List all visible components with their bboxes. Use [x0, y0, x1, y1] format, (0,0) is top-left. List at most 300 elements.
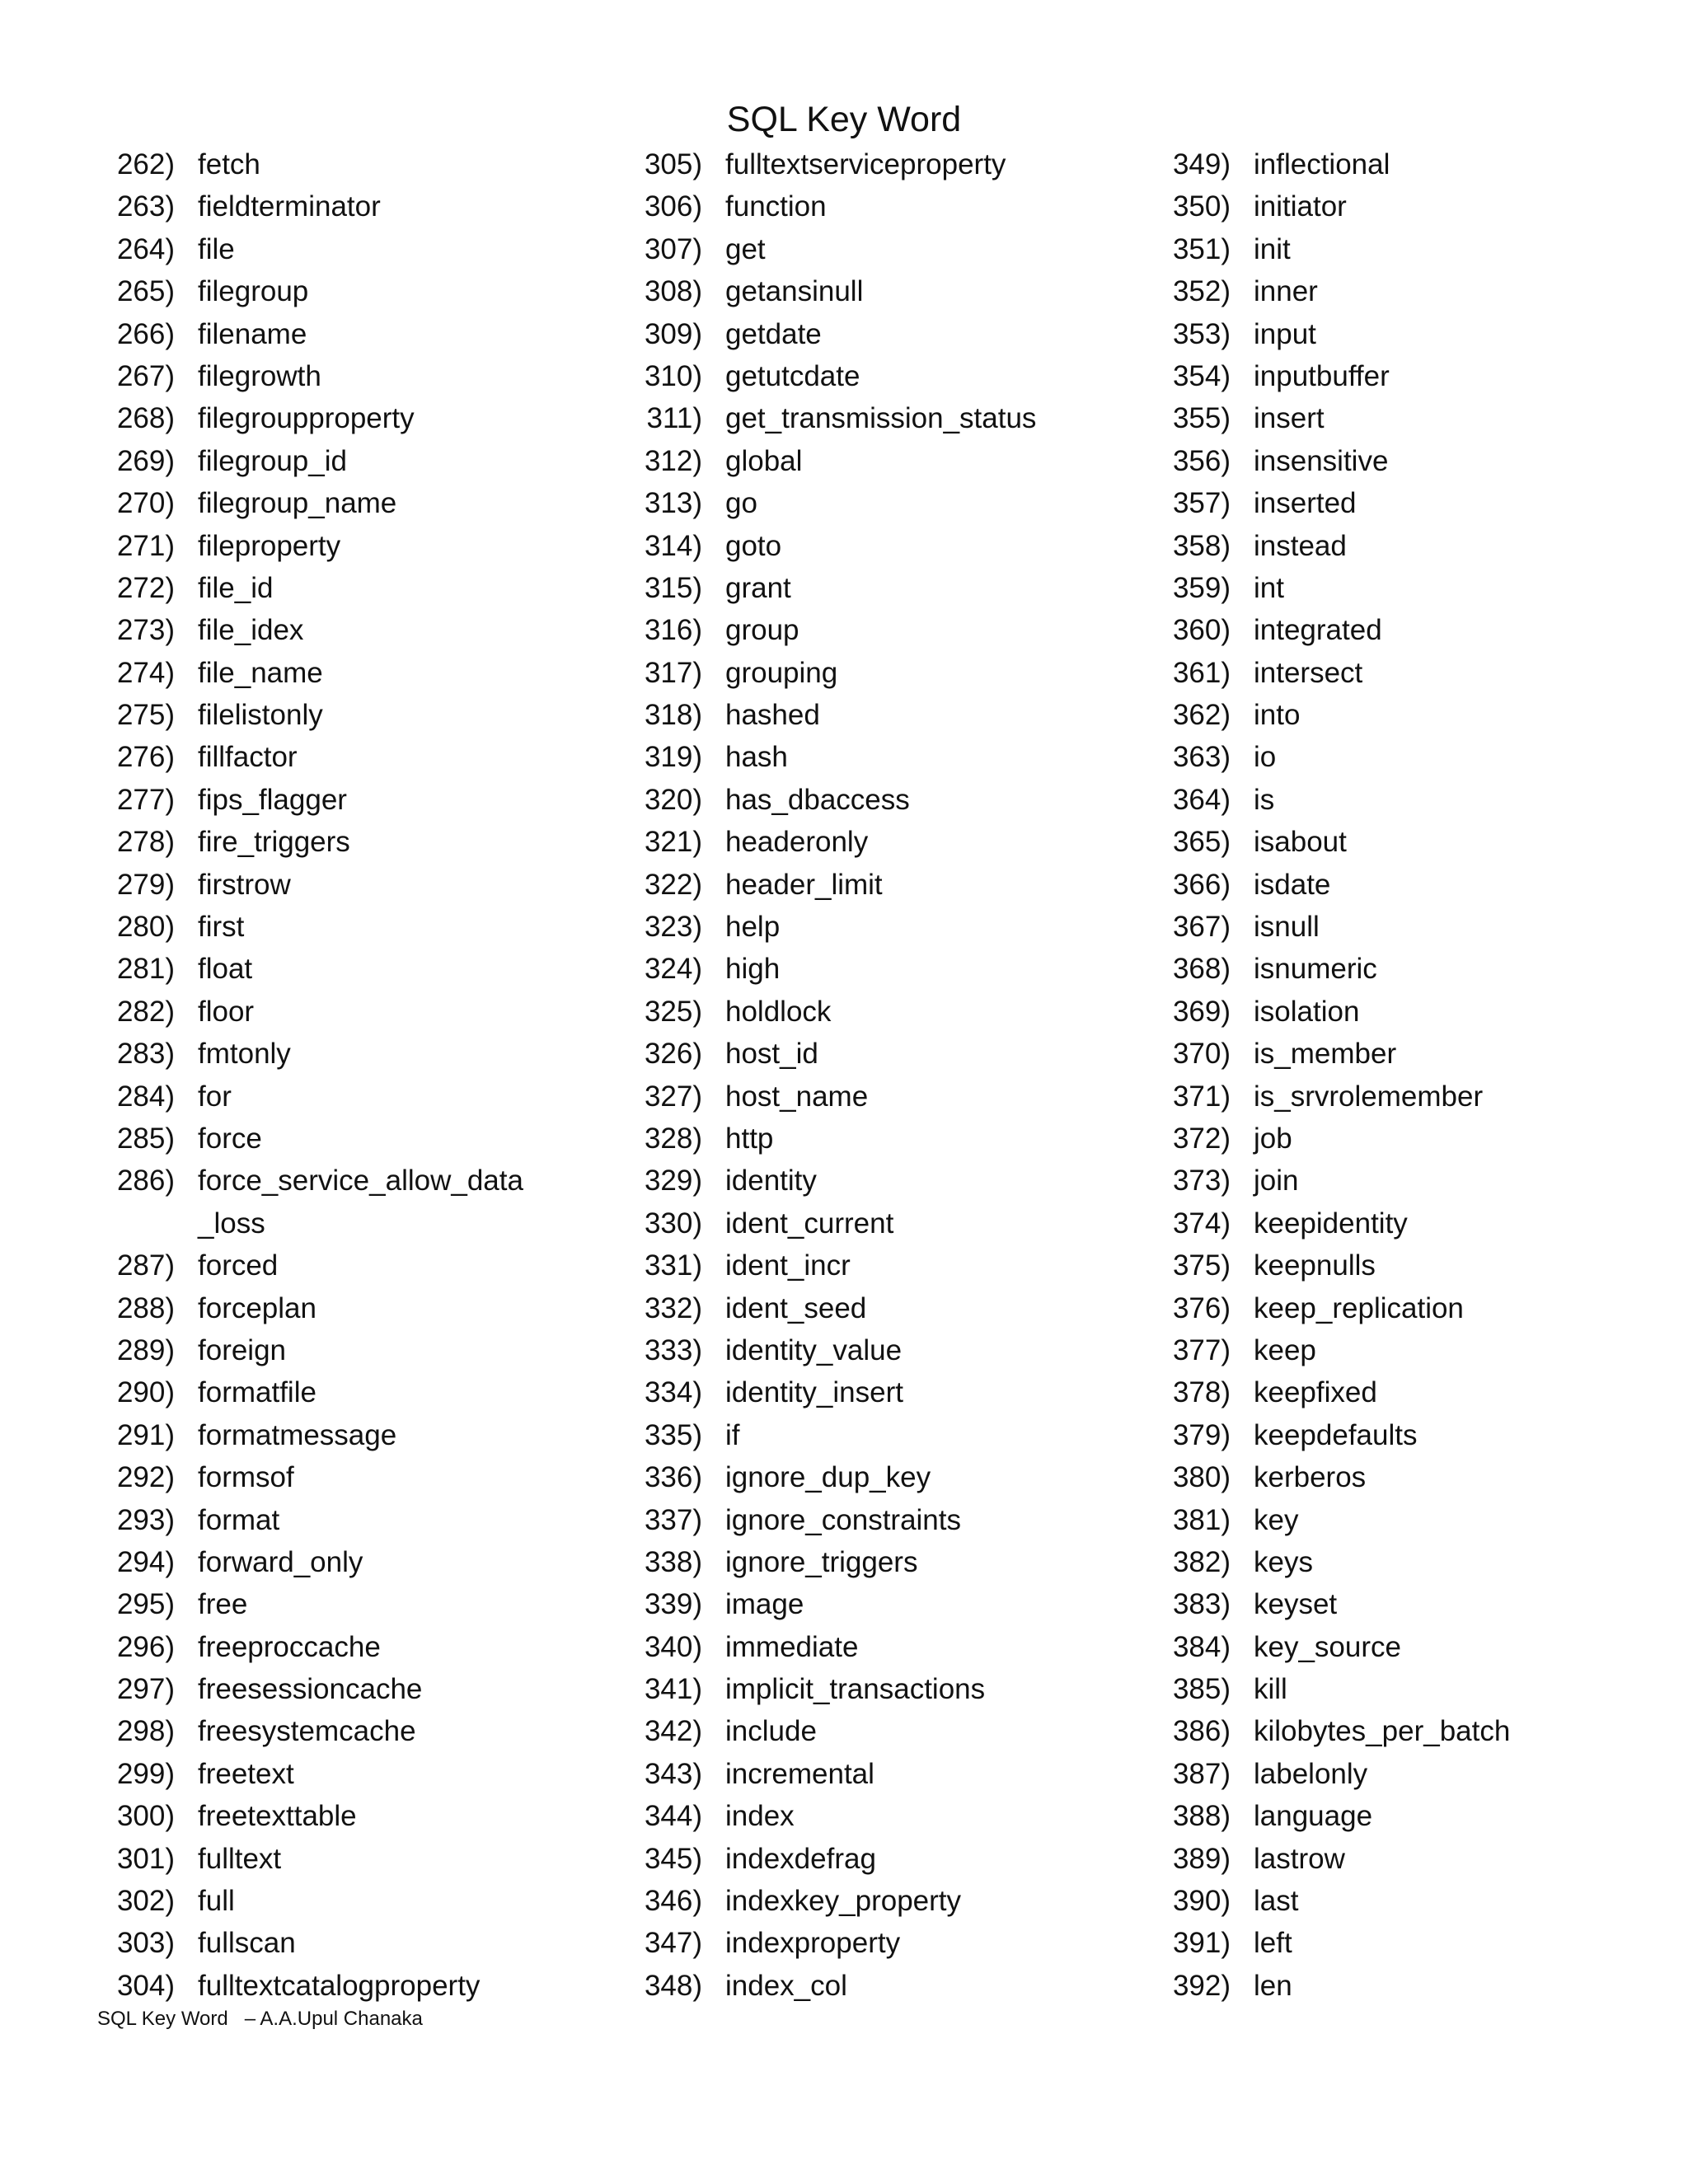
- keyword-text: filegroup_name: [198, 487, 397, 520]
- item-number: 277): [116, 783, 175, 816]
- item-number: 283): [116, 1038, 175, 1071]
- item-number: 384): [1172, 1630, 1231, 1663]
- list-item: [610, 1414, 1137, 1456]
- item-number: 306): [644, 190, 702, 223]
- list-item: [82, 1626, 610, 1668]
- list-item: [82, 1880, 610, 1922]
- keyword-text: forceplan: [198, 1291, 316, 1324]
- keyword-text: ignore_dup_key: [725, 1461, 931, 1494]
- keyword-text: foreign: [198, 1333, 287, 1366]
- item-number: 311): [646, 402, 702, 435]
- keyword-text: for: [198, 1080, 232, 1113]
- keyword-text: index_col: [725, 1969, 847, 2002]
- list-item: [1138, 270, 1666, 312]
- item-number: 344): [644, 1800, 702, 1833]
- list-item: [82, 1287, 610, 1329]
- keyword-text: freesystemcache: [198, 1715, 416, 1748]
- keyword-text: identity: [725, 1165, 817, 1197]
- list-item: [1138, 948, 1666, 990]
- list-item: [610, 143, 1137, 185]
- list-item: [82, 1371, 610, 1413]
- list-item: [1138, 482, 1666, 524]
- keyword-text: keyset: [1254, 1588, 1338, 1621]
- list-item: [610, 1880, 1137, 1922]
- item-number: 374): [1172, 1207, 1231, 1240]
- keyword-text: goto: [725, 529, 782, 562]
- keyword-text: keepfixed: [1254, 1376, 1377, 1409]
- keyword-text: is_member: [1254, 1038, 1397, 1071]
- item-number: 363): [1172, 741, 1231, 774]
- item-number: 388): [1172, 1800, 1231, 1833]
- list-item: [1138, 1710, 1666, 1752]
- item-number: 274): [116, 656, 175, 689]
- keyword-text: float: [198, 953, 253, 986]
- keyword-text: last: [1254, 1885, 1299, 1918]
- keyword-text: inflectional: [1254, 148, 1390, 180]
- keyword-text: language: [1254, 1800, 1373, 1833]
- keyword-text: getdate: [725, 317, 822, 350]
- list-item: [610, 1160, 1137, 1202]
- keyword-text: identity_value: [725, 1333, 903, 1366]
- list-item: [610, 906, 1137, 948]
- list-item: [610, 313, 1137, 355]
- keyword-text: fulltextcatalogproperty: [198, 1969, 481, 2002]
- list-item: [610, 864, 1137, 906]
- item-number: 368): [1172, 953, 1231, 986]
- list-item: [610, 482, 1137, 524]
- list-item: [82, 355, 610, 397]
- keyword-text: format: [198, 1503, 280, 1536]
- list-item: [610, 185, 1137, 227]
- item-number: 298): [116, 1715, 175, 1748]
- keyword-text: identity_insert: [725, 1376, 903, 1409]
- keyword-text: http: [725, 1122, 774, 1155]
- item-number: 375): [1172, 1249, 1231, 1282]
- list-item: [1138, 1371, 1666, 1413]
- list-item: [610, 991, 1137, 1033]
- item-number: 329): [644, 1165, 702, 1197]
- list-item: [1138, 355, 1666, 397]
- keyword-text: isolation: [1254, 995, 1360, 1028]
- list-item: [610, 1329, 1137, 1371]
- list-item: [82, 270, 610, 312]
- list-item: [1138, 864, 1666, 906]
- list-item: [1138, 652, 1666, 694]
- keyword-text: has_dbaccess: [725, 783, 910, 816]
- list-item: [610, 1838, 1137, 1880]
- item-number: 276): [116, 741, 175, 774]
- item-number: 362): [1172, 699, 1231, 732]
- item-number: 383): [1172, 1588, 1231, 1621]
- list-item: [610, 1922, 1137, 1964]
- keyword-text: free: [198, 1588, 248, 1621]
- keyword-text: freetext: [198, 1757, 294, 1790]
- item-number: 347): [644, 1927, 702, 1960]
- item-number: 341): [644, 1673, 702, 1706]
- item-number: 313): [644, 487, 702, 520]
- list-item: [82, 525, 610, 567]
- list-item: [1138, 1753, 1666, 1795]
- keyword-text: filegrowth: [198, 359, 321, 392]
- item-number: 364): [1172, 783, 1231, 816]
- item-number: 325): [644, 995, 702, 1028]
- item-number: 300): [116, 1800, 175, 1833]
- item-number: 367): [1172, 911, 1231, 944]
- list-item: [82, 779, 610, 821]
- keyword-text: first: [198, 911, 245, 944]
- keyword-text: freetexttable: [198, 1800, 357, 1833]
- keyword-text: grouping: [725, 656, 838, 689]
- keyword-text: insensitive: [1254, 444, 1389, 477]
- keyword-text: keep_replication: [1254, 1291, 1464, 1324]
- list-item: [82, 1583, 610, 1625]
- keyword-text: keepdefaults: [1254, 1418, 1418, 1451]
- list-item: [1138, 1033, 1666, 1075]
- keyword-text: headeronly: [725, 826, 869, 859]
- page-title: SQL Key Word: [726, 100, 962, 139]
- list-item: [1138, 1414, 1666, 1456]
- item-number: 291): [116, 1418, 175, 1451]
- keyword-text: keepidentity: [1254, 1207, 1408, 1240]
- list-item: [610, 1287, 1137, 1329]
- item-number: 324): [644, 953, 702, 986]
- keyword-text: inserted: [1254, 487, 1357, 520]
- keyword-text: ignore_triggers: [725, 1545, 918, 1578]
- item-number: 310): [644, 359, 702, 392]
- list-item: [1138, 1287, 1666, 1329]
- list-item: [610, 1710, 1137, 1752]
- item-number: 378): [1172, 1376, 1231, 1409]
- keyword-text: input: [1254, 317, 1316, 350]
- list-item: [610, 609, 1137, 651]
- item-number: 339): [644, 1588, 702, 1621]
- keyword-text: help: [725, 911, 781, 944]
- keyword-text: get_transmission_status: [725, 402, 1037, 435]
- item-number: 334): [644, 1376, 702, 1409]
- keyword-text: group: [725, 614, 799, 647]
- keyword-text: hash: [725, 741, 788, 774]
- keyword-text: filegroup: [198, 275, 309, 308]
- item-number: 297): [116, 1673, 175, 1706]
- item-number: 353): [1172, 317, 1231, 350]
- list-item: [610, 440, 1137, 482]
- keyword-column-2: [610, 143, 1137, 2007]
- list-item: [82, 228, 610, 270]
- keyword-text: fieldterminator: [198, 190, 381, 223]
- item-number: 361): [1172, 656, 1231, 689]
- item-number: 337): [644, 1503, 702, 1536]
- list-item: [82, 397, 610, 439]
- list-item: [1138, 694, 1666, 736]
- item-number: 386): [1172, 1715, 1231, 1748]
- list-item: [610, 694, 1137, 736]
- list-item: [610, 567, 1137, 609]
- list-item: [1138, 1965, 1666, 2007]
- list-item: [610, 1753, 1137, 1795]
- list-item: [82, 864, 610, 906]
- item-number: 295): [116, 1588, 175, 1621]
- item-number: 316): [644, 614, 702, 647]
- list-item: [610, 1668, 1137, 1710]
- list-item: [82, 991, 610, 1033]
- item-number: 355): [1172, 402, 1231, 435]
- list-item: [82, 1160, 610, 1202]
- item-number: 266): [116, 317, 175, 350]
- keyword-text: fulltext: [198, 1842, 282, 1875]
- item-number: 307): [644, 232, 702, 265]
- item-number: 292): [116, 1461, 175, 1494]
- keyword-text: keep: [1254, 1333, 1316, 1366]
- list-item: [1138, 1076, 1666, 1118]
- list-item: [82, 652, 610, 694]
- item-number: 385): [1172, 1673, 1231, 1706]
- keyword-text: freesessioncache: [198, 1673, 423, 1706]
- list-item: [1138, 185, 1666, 227]
- item-number: 373): [1172, 1165, 1231, 1197]
- list-item: [82, 1076, 610, 1118]
- keyword-text: kill: [1254, 1673, 1287, 1706]
- list-item: [610, 228, 1137, 270]
- keyword-text: file_id: [198, 571, 274, 604]
- keyword-text: insert: [1254, 402, 1325, 435]
- keyword-text: get: [725, 232, 766, 265]
- list-item: [1138, 1583, 1666, 1625]
- keyword-text: join: [1254, 1165, 1299, 1197]
- keyword-text: host_id: [725, 1038, 818, 1071]
- item-number: 330): [644, 1207, 702, 1240]
- list-item: [82, 1499, 610, 1541]
- keyword-text: header_limit: [725, 868, 883, 901]
- list-item: [610, 1795, 1137, 1837]
- list-item: [82, 1922, 610, 1964]
- item-number: 304): [116, 1969, 175, 2002]
- item-number: 302): [116, 1885, 175, 1918]
- keyword-text: hashed: [725, 699, 820, 732]
- item-number: 273): [116, 614, 175, 647]
- item-number: 340): [644, 1630, 702, 1663]
- list-item: [610, 270, 1137, 312]
- keyword-text: isabout: [1254, 826, 1347, 859]
- keyword-text: intersect: [1254, 656, 1363, 689]
- keyword-text: ident_seed: [725, 1291, 867, 1324]
- list-item: [82, 1795, 610, 1837]
- keyword-text: filelistonly: [198, 699, 323, 732]
- keyword-text: is: [1254, 783, 1275, 816]
- item-number: 303): [116, 1927, 175, 1960]
- list-item: [610, 652, 1137, 694]
- keyword-text: force_service_allow_data: [198, 1165, 523, 1197]
- keyword-text: index: [725, 1800, 795, 1833]
- item-number: 299): [116, 1757, 175, 1790]
- keyword-text: initiator: [1254, 190, 1347, 223]
- keyword-text: isnumeric: [1254, 953, 1377, 986]
- item-number: 379): [1172, 1418, 1231, 1451]
- item-number: 377): [1172, 1333, 1231, 1366]
- item-number: 336): [644, 1461, 702, 1494]
- keyword-text: labelonly: [1254, 1757, 1368, 1790]
- list-item: [1138, 1244, 1666, 1286]
- list-item: [82, 1329, 610, 1371]
- list-item: [82, 821, 610, 863]
- item-number: 294): [116, 1545, 175, 1578]
- item-number: 323): [644, 911, 702, 944]
- keyword-text: filegroupproperty: [198, 402, 415, 435]
- list-item-continuation: [82, 1202, 610, 1244]
- keyword-text: isdate: [1254, 868, 1331, 901]
- keyword-text: key_source: [1254, 1630, 1401, 1663]
- keyword-column-1: [82, 143, 610, 2007]
- list-item: [610, 1583, 1137, 1625]
- item-number: 293): [116, 1503, 175, 1536]
- keyword-text: _loss: [198, 1207, 265, 1240]
- list-item: [610, 1541, 1137, 1583]
- item-number: 331): [644, 1249, 702, 1282]
- list-item: [82, 567, 610, 609]
- item-number: 348): [644, 1969, 702, 2002]
- keyword-text: firstrow: [198, 868, 291, 901]
- keyword-text: fetch: [198, 148, 260, 180]
- keyword-text: if: [725, 1418, 740, 1451]
- list-item: [610, 821, 1137, 863]
- item-number: 280): [116, 911, 175, 944]
- list-item: [82, 440, 610, 482]
- list-item: [82, 1710, 610, 1752]
- keyword-text: high: [725, 953, 781, 986]
- keyword-text: implicit_transactions: [725, 1673, 986, 1706]
- list-item: [82, 1033, 610, 1075]
- keyword-text: grant: [725, 571, 791, 604]
- list-item: [82, 1414, 610, 1456]
- list-item: [82, 313, 610, 355]
- keyword-text: filename: [198, 317, 307, 350]
- list-item: [82, 736, 610, 778]
- keyword-text: left: [1254, 1927, 1292, 1960]
- list-item: [610, 1033, 1137, 1075]
- list-item: [82, 1838, 610, 1880]
- item-number: 328): [644, 1122, 702, 1155]
- list-item: [1138, 143, 1666, 185]
- item-number: 371): [1172, 1080, 1231, 1113]
- item-number: 269): [116, 444, 175, 477]
- keyword-text: go: [725, 487, 757, 520]
- item-number: 289): [116, 1333, 175, 1366]
- keyword-text: kerberos: [1254, 1461, 1367, 1494]
- item-number: 288): [116, 1291, 175, 1324]
- list-item: [610, 1456, 1137, 1498]
- item-number: 390): [1172, 1885, 1231, 1918]
- item-number: 327): [644, 1080, 702, 1113]
- keyword-text: fips_flagger: [198, 783, 347, 816]
- keyword-text: len: [1254, 1969, 1292, 2002]
- list-item: [1138, 1541, 1666, 1583]
- list-item: [1138, 567, 1666, 609]
- item-number: 343): [644, 1757, 702, 1790]
- list-item: [1138, 1499, 1666, 1541]
- list-item: [1138, 609, 1666, 651]
- item-number: 287): [116, 1249, 175, 1282]
- keyword-text: file: [198, 232, 235, 265]
- keyword-text: getutcdate: [725, 359, 860, 392]
- keyword-text: floor: [198, 995, 255, 1028]
- item-number: 319): [644, 741, 702, 774]
- item-number: 312): [644, 444, 702, 477]
- item-number: 338): [644, 1545, 702, 1578]
- keyword-text: fillfactor: [198, 741, 298, 774]
- list-item: [82, 948, 610, 990]
- item-number: 360): [1172, 614, 1231, 647]
- item-number: 333): [644, 1333, 702, 1366]
- list-item: [82, 1668, 610, 1710]
- item-number: 335): [644, 1418, 702, 1451]
- list-item: [610, 1626, 1137, 1668]
- item-number: 359): [1172, 571, 1231, 604]
- keyword-text: indexdefrag: [725, 1842, 876, 1875]
- list-item: [1138, 397, 1666, 439]
- list-item: [610, 1244, 1137, 1286]
- item-number: 308): [644, 275, 702, 308]
- list-item: [1138, 1456, 1666, 1498]
- list-item: [610, 525, 1137, 567]
- item-number: 332): [644, 1291, 702, 1324]
- list-item: [1138, 1795, 1666, 1837]
- keyword-text: io: [1254, 741, 1277, 774]
- item-number: 387): [1172, 1757, 1231, 1790]
- keyword-text: image: [725, 1588, 804, 1621]
- keyword-text: holdlock: [725, 995, 832, 1028]
- item-number: 370): [1172, 1038, 1231, 1071]
- item-number: 380): [1172, 1461, 1231, 1494]
- list-item: [1138, 991, 1666, 1033]
- list-item: [1138, 313, 1666, 355]
- item-number: 265): [116, 275, 175, 308]
- list-item: [1138, 1202, 1666, 1244]
- list-item: [610, 397, 1137, 439]
- keyword-text: lastrow: [1254, 1842, 1345, 1875]
- item-number: 326): [644, 1038, 702, 1071]
- keyword-text: formatfile: [198, 1376, 316, 1409]
- item-number: 286): [116, 1165, 175, 1197]
- keyword-text: include: [725, 1715, 817, 1748]
- item-number: 382): [1172, 1545, 1231, 1578]
- keyword-text: incremental: [725, 1757, 874, 1790]
- keyword-text: keepnulls: [1254, 1249, 1376, 1282]
- keyword-column-3: [1138, 143, 1666, 2007]
- keyword-text: file_name: [198, 656, 323, 689]
- list-item: [82, 1753, 610, 1795]
- item-number: 317): [644, 656, 702, 689]
- item-number: 366): [1172, 868, 1231, 901]
- item-number: 281): [116, 953, 175, 986]
- list-item: [82, 694, 610, 736]
- keyword-text: ident_current: [725, 1207, 894, 1240]
- keyword-text: global: [725, 444, 803, 477]
- item-number: 381): [1172, 1503, 1231, 1536]
- keyword-text: fulltextserviceproperty: [725, 148, 1006, 180]
- list-item: [610, 948, 1137, 990]
- keyword-text: immediate: [725, 1630, 859, 1663]
- list-item: [1138, 1668, 1666, 1710]
- list-item: [1138, 1329, 1666, 1371]
- list-item: [82, 1541, 610, 1583]
- item-number: 354): [1172, 359, 1231, 392]
- list-item: [610, 779, 1137, 821]
- item-number: 351): [1172, 232, 1231, 265]
- keyword-text: filegroup_id: [198, 444, 347, 477]
- keyword-text: key: [1254, 1503, 1299, 1536]
- keyword-text: ignore_constraints: [725, 1503, 961, 1536]
- item-number: 267): [116, 359, 175, 392]
- list-item: [610, 736, 1137, 778]
